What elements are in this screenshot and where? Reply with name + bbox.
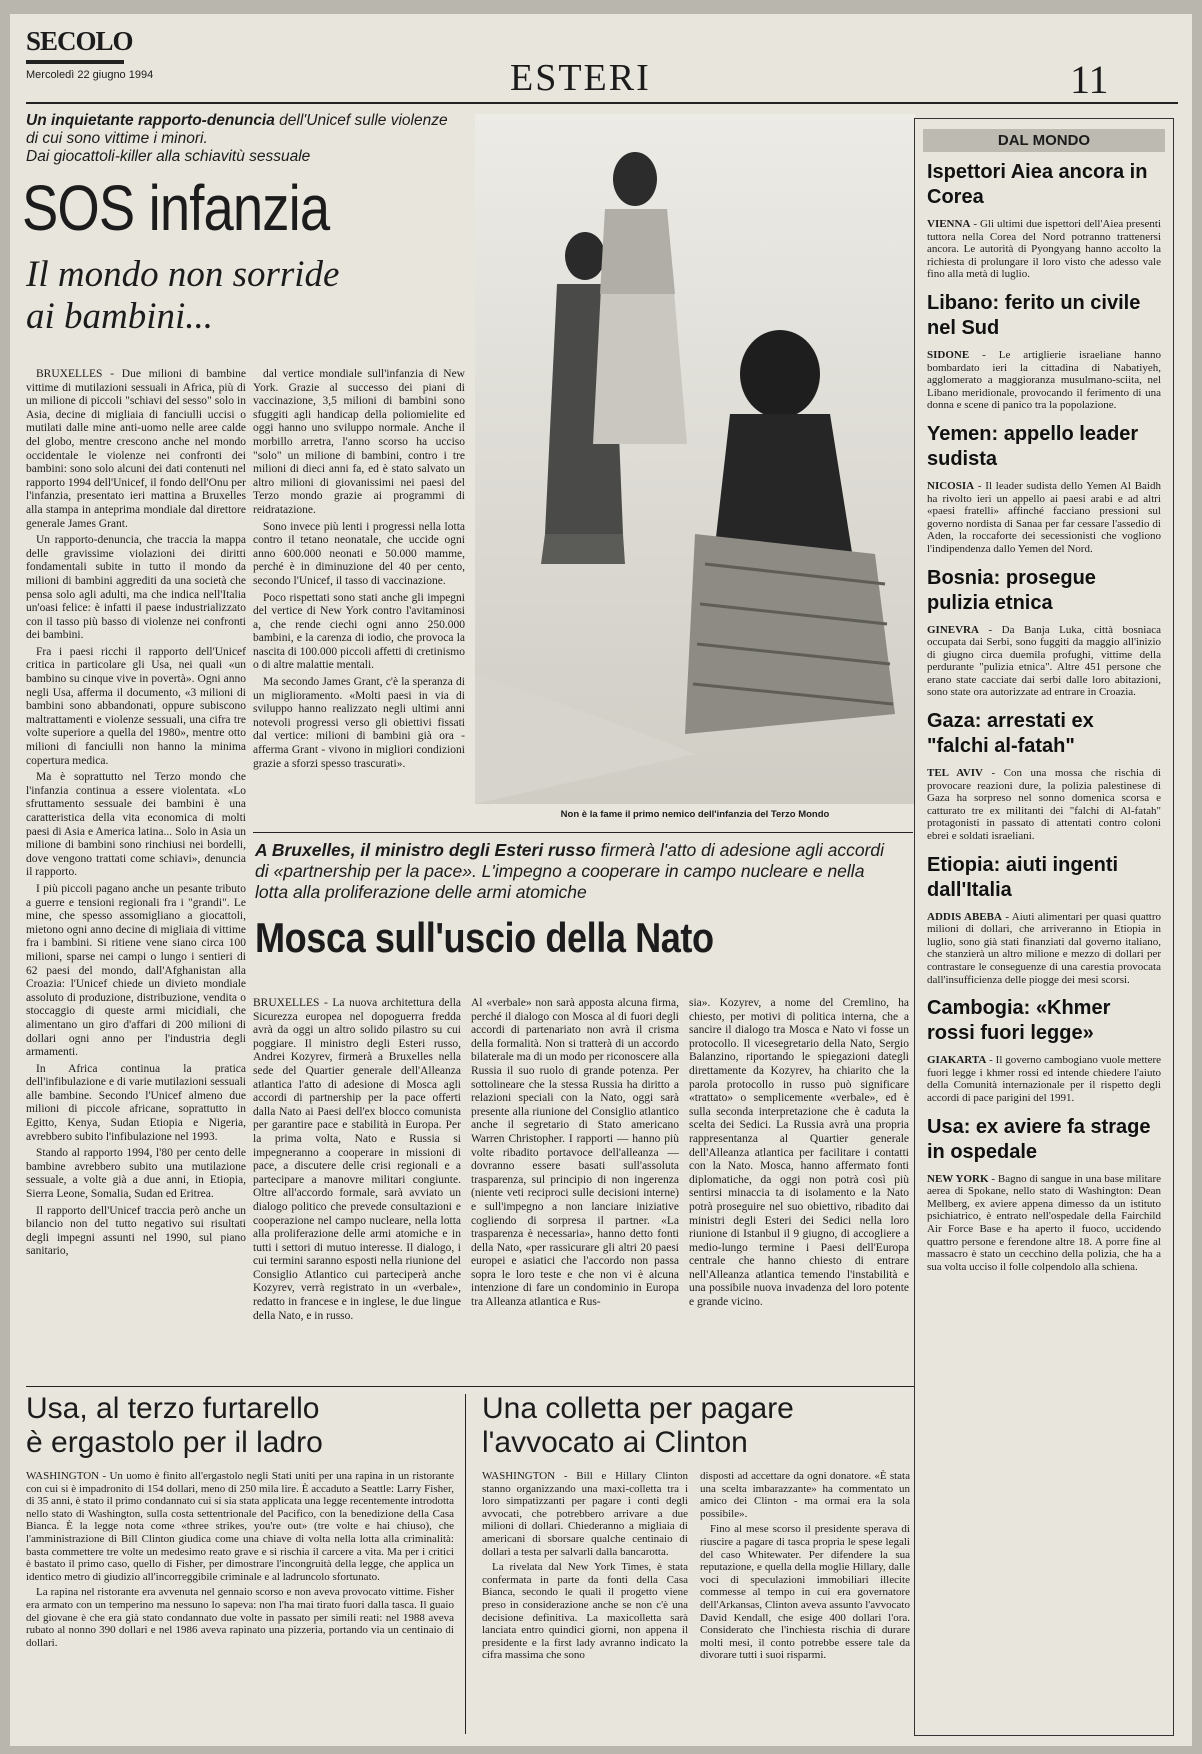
nato-column-1	[253, 997, 461, 1372]
children-photo-illustration	[475, 114, 915, 804]
usa-headline: Usa, al terzo furtarello è ergastolo per il ladro	[26, 1392, 323, 1459]
usa-body	[26, 1470, 454, 1732]
paragraph: Sono invece più lenti i progressi nella lotta contro il tetano neonatale, che uccide ogni anno 600.000 neonati e 50.000 mamme, perché è in diminuzione del 40 per cento, secondo l'Unicef, il tasso di vaccinazione.	[253, 520, 465, 587]
paragraph: Fino al mese scorso il presidente sperava di riuscire a pagare di tasca propria le spese legali del caso Whitewater. Per difendere la sua reputazione, e quella della moglie Hillary, dalle voci di speculazioni immobiliari illecite commesse al tempo in cui era governatore dell'Arkansas, Clinton aveva assunto l'avvocato David Kendall, che esige 400 dollari l'ora. Considerato che l'inchiesta rischia di durare molti mesi, il conto potrebbe essere tale da divorare tutti i suoi risparmi.	[700, 1523, 910, 1662]
news-item	[927, 566, 1161, 700]
news-item	[927, 291, 1161, 412]
news-headline: Etiopia: aiuti ingenti dall'Italia	[927, 853, 1119, 901]
nato-column-3	[689, 997, 909, 1372]
photo-caption: Non è la fame il primo nemico dell'infanzia del Terzo Mondo	[560, 809, 830, 820]
paragraph: BRUXELLES - Due milioni di bambine vittime di mutilazioni sessuali in Africa, più di un milione di piccoli "schiavi del sesso" solo in Asia, decine di migliaia di fanciulli uccisi o mutilati dalle mine anti-uomo nelle aree calde del globo, mentre crescono anche nel mondo occidentale le violenze nei confronti dei bambini: sono solo alcuni dei dati contenuti nel rapporto 1994 dell'Unicef, il fondo dell'Onu per l'infanzia, presentato ieri mattina a Bruxelles alla stampa in anteprima mondiale dal direttore generale James Grant.	[26, 368, 246, 530]
clinton-headline: Una colletta per pagare l'avvocato ai Clinton	[482, 1392, 794, 1459]
nato-headline: Mosca sull'uscio della Nato	[255, 914, 714, 961]
paragraph: Stando al rapporto 1994, l'80 per cento delle bambine avrebbero subito una mutilazione sessuale, a volte già a due anni, in Etiopia, Sierra Leone, Somalia, Sudan ed Eritrea.	[26, 1147, 246, 1201]
news-body: VIENNA - Gli ultimi due ispettori dell'Aiea presenti tuttora nella Corea del Nord potranno trattenersi ancora. Le autorità di Pyongyang hanno accolto la richiesta di prolungare il loro visto che adesso vale fino alla metà di luglio.	[927, 218, 1161, 281]
bottom-divider	[26, 1386, 914, 1387]
newspaper-page	[10, 14, 1192, 1746]
news-body: ADDIS ABEBA - Aiuti alimentari per quasi quattro milioni di dollari, che arriveranno in Etiopia in luglio, sono già stati finanziati dal governo italiano, che stanzierà un altro milione e mezzo di dollari per contrastare le conseguenze di una carestia provocata dall'insufficienza delle piogge dei mesi scorsi.	[927, 910, 1161, 986]
paragraph: Il rapporto dell'Unicef traccia però anche un bilancio non del tutto negativo sui risultati degli impegni assunti nel 1990, sul piano sanitario,	[26, 1204, 246, 1258]
paragraph: Poco rispettati sono stati anche gli impegni del vertice di New York contro l'avitaminosi a, che rende ciechi ogni anno 250.000 bambini, e la carenza di iodio, che provoca la nascita di 100.000 piccoli affetti di cretinismo o di altre malattie mentali.	[253, 591, 465, 672]
clinton-column-1	[482, 1470, 688, 1732]
news-item	[927, 853, 1161, 987]
paragraph: Fra i paesi ricchi il rapporto dell'Unicef critica in particolare gli Usa, nei quali «un bambino su cinque vive in povertà». Ogni anno negli Usa, afferma il documento, «3 milioni di bambini sono abbandonati, oppure subiscono maltrattamenti e violenze sessuali, una cifra tre volte superiore a quella del 1980», mentre otto milioni di fanciulli non hanno la minima copertura medica.	[26, 645, 246, 767]
news-body: GINEVRA - Da Banja Luka, città bosniaca occupata dai Serbi, sono fuggiti da maggio all'inizio di giugno circa duemila profughi, vittime della perdurante "pulizia etnica". Altre 451 persone che erano state cacciate dai serbi dalle loro abitazioni, sono state ora autorizzate ad entrare in Croazia.	[927, 623, 1161, 699]
paragraph: disposti ad accettare da ogni donatore. «È stata una scelta imbarazzante» ha commentato un amico dei Clinton - ma ormai era la sola possibile».	[700, 1470, 910, 1520]
paragraph: Ma è soprattutto nel Terzo mondo che l'infanzia continua a essere violentata. «Lo sfruttamento sessuale dei bambini è una caratteristica della vita economica di molti paesi di Asia e America latina... Solo in Asia un milione di bambini sono rinchiusi nei bordelli, dove vengono trattati come schiavi», denuncia il rapporto.	[26, 771, 246, 879]
paragraph: WASHINGTON - Bill e Hillary Clinton stanno organizzando una maxi-colletta tra i loro simpatizzanti per pagare i conti degli avvocati, che potrebbero arrivare a due milioni di dollari. Chiederanno a migliaia di americani di sborsare qualche centinaio di dollari a testa per salvarli dalla bancarotta.	[482, 1470, 688, 1558]
children-photo	[475, 114, 915, 804]
news-headline: Usa: ex aviere fa strage in ospedale	[927, 1115, 1151, 1163]
news-headline: Ispettori Aiea ancora in Corea	[927, 161, 1148, 208]
news-body: NICOSIA - Il leader sudista dello Yemen Al Baidh ha rivolto ieri un appello ai paesi arabi e ad altri «paesi fratelli» affinché facciano pressioni sul governo nordista di Sanaa per far cessare l'assedio di Aden, la roccaforte dei secessionisti che vogliono l'indipendenza dallo Yemen del Nord.	[927, 479, 1161, 555]
news-body: SIDONE - Le artiglierie israeliane hanno bombardato ieri la cittadina di Nabatiyeh, agglomerato a maggioranza musulmano-sciita, nel Libano meridionale, provocando il ferimento di una donna e scene di panico tra la popolazione.	[927, 348, 1161, 412]
sidebar-box	[914, 118, 1174, 1736]
news-headline: Yemen: appello leader sudista	[927, 422, 1139, 470]
nato-column-2	[471, 997, 679, 1372]
paragraph: dal vertice mondiale sull'infanzia di New York. Grazie al successo dei piani di vaccinazione, 3,5 milioni di bambini sono sfuggiti agli handicap della poliomielite ed oggi hanno uno sviluppo normale. Anche il morbillo arretra, l'anno scorso ha ucciso "solo" un milione di bambini, contro i tre milioni di dieci anni fa, ed è stato salvato un altro milioni di giovanissimi nei paesi del Terzo mondo grazie ai programmi di reidratazione.	[253, 368, 465, 516]
bottom-column-rule	[465, 1394, 466, 1734]
clinton-column-2	[700, 1470, 910, 1732]
news-body: NEW YORK - Bagno di sangue in una base militare aerea di Spokane, nello stato di Washington: Dean Mellberg, ex aviere appena dimesso da un istituto psichiatrico, è entrato nell'ospedale della Fairchild Air Force Base e ha aperto il fuoco, uccidendo quattro persone e ferendone altre 18. A porre fine al massacro è stato un cecchino della polizia, che ha a sua volta ucciso il folle colpendolo alla schiena.	[927, 1172, 1161, 1273]
news-body: TEL AVIV - Con una mossa che rischia di provocare reazioni dure, la polizia palestinese di Gaza ha sorpreso nel sonno domenica scorsa e catturato tre ex militanti dei "falchi di Al-fatah" protagonisti in passato di attentati contro coloni ebrei e soldati israeliani.	[927, 767, 1161, 843]
issue-date: Mercoledì 22 giugno 1994	[26, 69, 154, 81]
paragraph: I più piccoli pagano anche un pesante tributo a guerre e tensioni regionali fra i "grandi". Le mine, che spesso assomigliano a giocattoli, mietono ogni anno decine di migliaia di vittime fra i bambini. Si ritiene vene siano circa 100 milioni, sparse nei campi o lungo i sentieri di 62 paesi del mondo, dall'Afghanistan alla Croazia: l'Unicef chiede un divieto mondiale assoluto di produzione, distribuzione, vendita o stoccaggio di queste armi micidiali, che alimentano un giro d'affari di 200 milioni di dollari ogni anno per l'industria degli armamenti.	[26, 882, 246, 1059]
paragraph: Ma secondo James Grant, c'è la speranza di un miglioramento. «Molti paesi in via di sviluppo hanno realizzato negli ultimi anni notevoli progressi verso gli obiettivi fissati dal vertice: milioni di bambini già ora - afferma Grant - vivono in migliori condizioni grazie a sforzi spesso trascurati».	[253, 676, 465, 770]
section-divider	[253, 832, 913, 833]
masthead: SECOLO	[26, 26, 133, 56]
lead-column-1	[26, 368, 246, 1378]
paragraph: BRUXELLES - La nuova architettura della Sicurezza europea nel dopoguerra fredda avrà da oggi un altro solido pilastro su cui poggiare. Il ministro degli Esteri russo, Andrei Kozyrev, firmerà a Bruxelles nella sede del Quartier generale dell'Alleanza atlantica l'atto di adesione di Mosca agli accordi di partnership per la pace offerti dalla Nato ai Paesi dell'ex blocco comunista per garantire pace e stabilità in Europa. Per la prima volta, Nato e Russia si impegneranno a cooperare in missioni di pace, a discutere delle crisi regionali e a partecipare a manovre militari congiunte. Oltre all'accordo formale, sarà avviato un dialogo politico che prevede consultazioni e cooperazione nel campo nucleare, nella lotta alla proliferazione delle armi atomiche e in tutti i settori di mutuo interesse. Il dialogo, i cui termini saranno esposti nella riunione del Consiglio Atlantico cui parteciperà anche Kozyrev, verrà registrato in un «verbale», redatto in francese e in inglese, le due lingue della Nato, e in russo.	[253, 997, 461, 1322]
news-headline: Gaza: arrestati ex "falchi al-fatah"	[927, 710, 1094, 758]
header-rule	[26, 102, 1178, 104]
news-body: GIAKARTA - Il governo cambogiano vuole mettere fuori legge i khmer rossi ed intende chiedere l'aiuto della Comunità internazionale per il rispetto degli accordi di pace parigini del 1991.	[927, 1054, 1161, 1104]
paragraph: sia». Kozyrev, a nome del Cremlino, ha chiesto, per motivi di politica interna, che a sancire il dialogo tra Mosca e Nato vi fosse un protocollo. Il vicesegretario della Nato, Sergio Balanzino, riportando le spiegazioni dategli direttamente da Kozyrev, ha chiarito che la parola protocollo in russo può significare «trattato» o semplicemente «verbale», ed è sulla seconda interpretazione che è caduta la scelta dei Sedici. La Russia avrà una propria rappresentanza al Quartier generale dell'Alleanza atlantica per facilitare i contatti con la Nato. Mosca, hanno affermato fonti diplomatiche, da oggi non potrà così più sentirsi minaccia ta di isolamento e la Nato potrà proseguire nel suo obiettivo, ribadito dai ministri degli Esteri dei Sedici nella loro riunione di Istanbul il 9 giugno, di accogliere a medio-lungo termine i Paesi dell'Europa centrale che hanno chiesto di entrare nell'Alleanza atlantica temendo l'instabilità e una possibile nuova invadenza del loro potente e grande vicino.	[689, 997, 909, 1309]
news-headline: Cambogia: «Khmer rossi fuori legge»	[927, 997, 1111, 1045]
news-item	[927, 709, 1161, 843]
masthead-rule	[26, 60, 124, 64]
news-headline: Libano: ferito un civile nel Sud	[927, 291, 1141, 339]
lead-column-2	[253, 368, 465, 823]
news-item	[927, 996, 1161, 1104]
page-number: 11	[1070, 57, 1109, 102]
lead-kicker: Un inquietante rapporto-denuncia dell'Unicef sulle violenze di cui sono vittime i minori. Dai giocattoli-killer alla schiavitù sessuale	[26, 112, 448, 165]
paragraph: Al «verbale» non sarà apposta alcuna firma, perché il dialogo con Mosca al di fuori degli accordi di partenariato non avrà il crisma della formalità. Non si tratterà di un accordo bilaterale ma di un modo per riconoscere alla Russia il suo ruolo di grande potenza. Per sottolineare che la stessa Russia ha diritto a relazioni speciali con la Nato, oggi sarà presente alla riunione del Consiglio atlantico anche il segretario di Stato americano Warren Christopher. I rapporti — hanno più volte ribadito portavoce dell'alleanza — dovranno essere basati sull'assoluta trasparenza, sul principio di non ingerenza (niente veti reciproci sulle decisioni interne) e sull'impegno a non lanciare iniziative cogliendo di sorpresa il partner. «La trasparenza è necessaria», hanno detto fonti della Nato, «per rassicurare gli altri 20 paesi europei e asiatici che l'accordo non passa sopra le loro teste e che non vi è alcuna intenzione di fare un condominio in Europa tra Alleanza atlantica e Rus-	[471, 997, 679, 1309]
sidebar-news-list	[915, 152, 1173, 1273]
paragraph: La rivelata dal New York Times, è stata confermata in parte da fonti della Casa Bianca, secondo le quali il progetto viene preso in considerazione anche se non c'è una decisione definitiva. La maxicolletta sarà lanciata entro quindici giorni, non appena il presidente e la first lady avranno indicato la cifra massima che sono	[482, 1561, 688, 1662]
news-item	[927, 1115, 1161, 1274]
sidebar-title: DAL MONDO	[923, 129, 1165, 152]
lead-headline: SOS infanzia	[22, 172, 330, 244]
paragraph: La rapina nel ristorante era avvenuta nel gennaio scorso e non aveva provocato vittime. Fisher era armato con un temperino ma nessuno lo sapeva: non l'ha mai tirato fuori dalla tasca. Il guaio del giovane è che era già stato condannato due volte in passato per simili reati: nel 1988 aveva rubato al nonno 390 dollari e nel 1986 aveva rapinato una pizzeria, portando via un centinaio di dollari.	[26, 1586, 454, 1649]
paragraph: WASHINGTON - Un uomo è finito all'ergastolo negli Stati uniti per una rapina in un ristorante con cui si è impadronito di 154 dollari, meno di 250 mila lire. È accaduto a Seattle: Larry Fisher, di 35 anni, è stato il primo condannato cui si sia stata applicata una legge recentemente introdotta nello stato di Washington, sulla costa settentrionale del Pacifico, con la benedizione della Casa Bianca. È la legge nota come «three strikes, you're out» (tre volte e hai chiuso), che l'amministrazione di Bill Clinton giudica come una chiave di volta nella lotta alla criminalità: basta commettere tre volte un medesimo reato grave e si rischia il carcere a vita. Ma per i critici è bastato il primo caso, quello di Fisher, per dimostrare l'incongruità della legge, che applica un identico metro di giudizio all'incorreggibile criminale e al ladruncolo sfortunato.	[26, 1470, 454, 1583]
paragraph: In Africa continua la pratica dell'infibulazione e di varie mutilazioni sessuali alle bambine. Secondo l'Unicef almeno due milioni di piccole africane, soprattutto in Egitto, Kenya, Sudan Etiopia e Nigeria, avrebbero subito l'infibulazione nel 1993.	[26, 1062, 246, 1143]
news-item	[927, 160, 1161, 281]
paragraph: Un rapporto-denuncia, che traccia la mappa delle gravissime violazioni dei diritti fondamentali subite in tutto il mondo da milioni di bambini aggrediti da una società che pensa solo agli adulti, ma che indica nell'Italia un'oasi felice: è infatti il paese industrializzato con il tasso più basso di violenze nei confronti dei bambini.	[26, 534, 246, 642]
nato-kicker: A Bruxelles, il ministro degli Esteri russo firmerà l'atto di adesione agli accordi di «partnership per la pace». L'impegno a cooperare in campo nucleare e nella lotta alla proliferazione delle armi atomiche	[255, 840, 885, 902]
news-headline: Bosnia: prosegue pulizia etnica	[927, 566, 1096, 614]
news-item	[927, 422, 1161, 556]
lead-subheadline: Il mondo non sorride ai bambini...	[26, 254, 340, 337]
section-title: ESTERI	[510, 57, 651, 99]
